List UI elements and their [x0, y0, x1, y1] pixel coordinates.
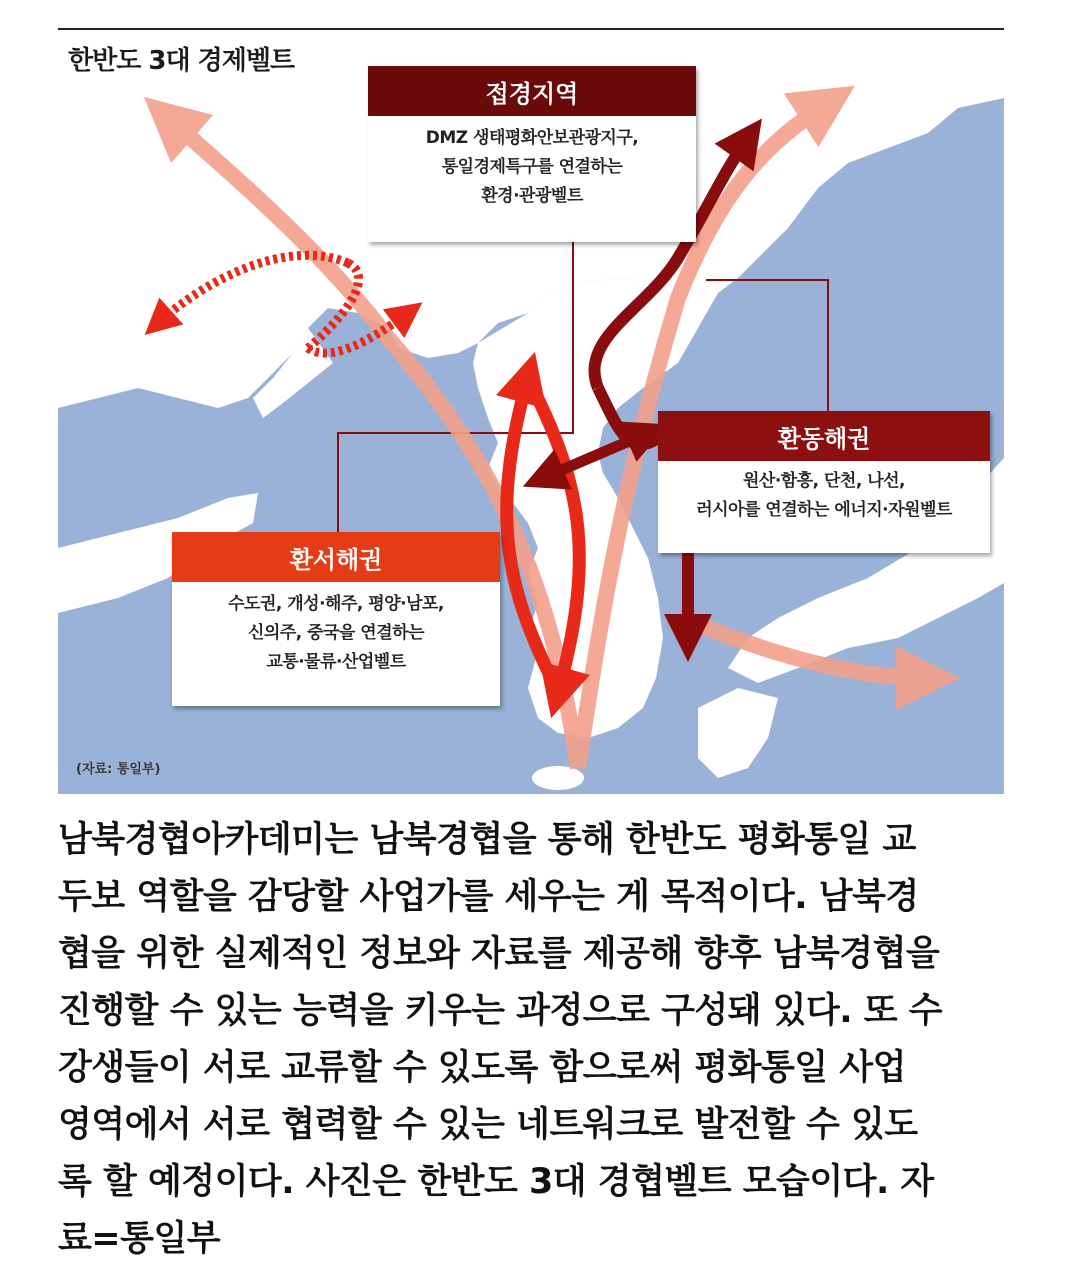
dmz-belt-title: 접경지역 — [368, 66, 696, 116]
west-sea-belt-description — [172, 582, 500, 677]
dmz-belt-line: DMZ 생태평화안보관광지구, — [425, 128, 639, 148]
caption-line: 영역에서 서로 협력할 수 있는 네트워크로 발전할 수 있도 — [58, 1105, 918, 1145]
article-caption — [58, 812, 1008, 1268]
dmz-belt-line: 환경·관광벨트 — [481, 186, 583, 206]
jeju-island — [532, 766, 584, 790]
west-sea-belt-line: 신의주, 중국을 연결하는 — [247, 623, 424, 643]
dmz-belt-line: 통일경제특구를 연결하는 — [441, 157, 623, 177]
caption-line: 협을 위한 실제적인 정보와 자료를 제공해 향후 남북경협을 — [58, 934, 940, 974]
figure-source: (자료: 통일부) — [76, 762, 161, 777]
east-sea-belt-title: 환동해권 — [658, 411, 990, 461]
top-rule — [58, 28, 1004, 30]
dmz-belt-description — [368, 116, 696, 211]
dmz-belt-box — [368, 66, 696, 242]
caption-line: 남북경협아카데미는 남북경협을 통해 한반도 평화통일 교 — [58, 820, 916, 860]
caption-line: 강생들이 서로 교류할 수 있도록 함으로써 평화통일 사업 — [58, 1048, 906, 1088]
figure-title: 한반도 3대 경제벨트 — [68, 46, 295, 76]
east-sea-belt-line: 러시아를 연결하는 에너지·자원벨트 — [696, 500, 952, 520]
east-sea-belt-description — [658, 461, 990, 525]
caption-line: 료=통일부 — [58, 1219, 221, 1259]
west-sea-belt-box — [172, 532, 500, 706]
caption-line: 진행할 수 있는 능력을 키우는 과정으로 구성돼 있다. 또 수 — [58, 991, 943, 1031]
caption-line: 록 할 예정이다. 사진은 한반도 3대 경협벨트 모습이다. 자 — [58, 1162, 934, 1202]
west-sea-belt-line: 수도권, 개성·해주, 평양·남포, — [228, 594, 444, 614]
caption-line: 두보 역할을 감당할 사업가를 세우는 게 목적이다. 남북경 — [58, 877, 919, 917]
east-sea-belt-box — [658, 411, 990, 553]
west-sea-belt-title: 환서해권 — [172, 532, 500, 582]
east-sea-belt-line: 원산·함흥, 단천, 나선, — [742, 471, 906, 491]
west-sea-belt-line: 교통·물류·산업벨트 — [266, 652, 406, 672]
economic-belt-figure — [58, 18, 1004, 794]
